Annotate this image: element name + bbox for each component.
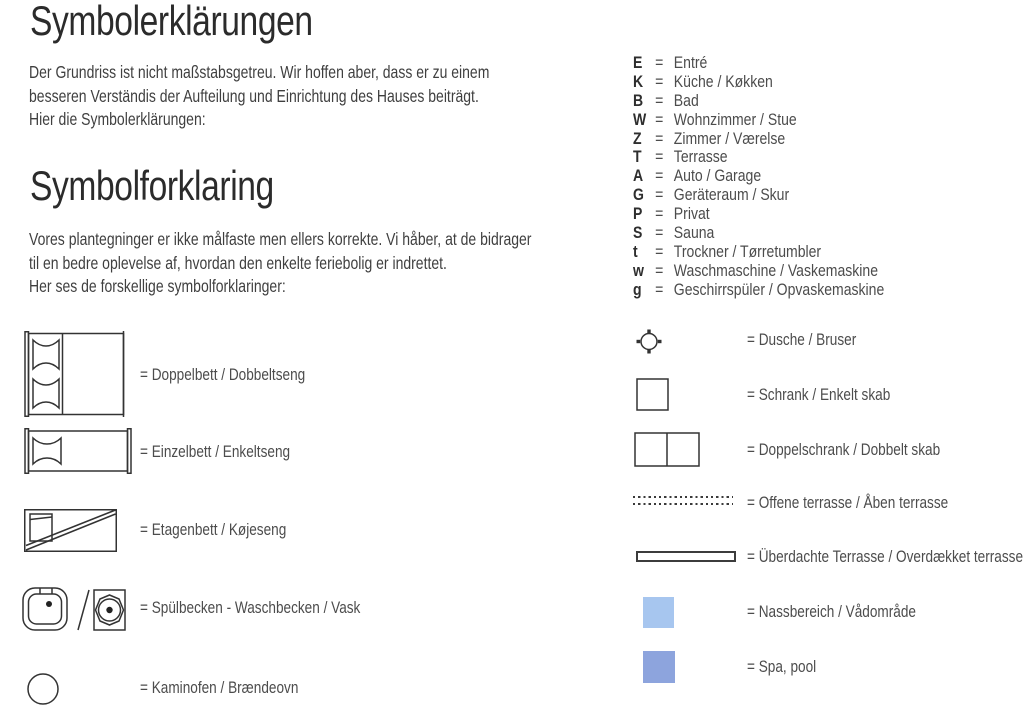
abbr-value: Geräteraum / Skur (673, 186, 790, 205)
symbol-label: = Etagenbett / Køjeseng (140, 520, 287, 539)
abbreviation-row: t = Trockner / Tørretumbler (633, 242, 822, 261)
abbr-key: A (633, 167, 644, 186)
abbr-value: Bad (673, 91, 699, 110)
symbol-label: = Doppelbett / Dobbeltseng (140, 365, 306, 384)
abbr-value: Trockner / Tørretumbler (673, 242, 822, 261)
abbr-key: T (633, 148, 642, 167)
abbr-value: Auto / Garage (673, 167, 762, 186)
single-bed-icon (24, 428, 132, 474)
intro-line: Der Grundriss ist nicht maßstabsgetreu. Wir hoffen aber, dass er zu einem (29, 62, 490, 82)
wet-area-swatch (643, 597, 674, 628)
symbol-label: = Kaminofen / Brændeovn (140, 678, 299, 697)
spa-pool-swatch (643, 651, 675, 683)
abbr-value: Küche / Køkken (673, 72, 773, 91)
intro-line: Hier die Symbolerklärungen: (29, 109, 206, 129)
abbreviation-row: T = Terrasse (633, 148, 728, 167)
abbr-key: g (633, 280, 642, 299)
wood-stove-icon (26, 672, 60, 706)
abbr-key: B (633, 91, 644, 110)
abbr-value: Entré (673, 53, 708, 72)
abbr-key: S (633, 223, 643, 242)
abbr-value: Terrasse (673, 148, 728, 167)
symbol-label: = Spülbecken - Waschbecken / Vask (140, 598, 361, 617)
abbr-value: Wohnzimmer / Stue (673, 110, 797, 129)
abbr-key: W (633, 110, 647, 129)
abbr-key: t (633, 242, 638, 261)
abbreviation-row: w = Waschmaschine / Vaskemaskine (633, 261, 879, 280)
symbol-label: = Spa, pool (747, 657, 817, 676)
page-title-danish: Symbolforklaring (30, 162, 274, 209)
symbol-label: = Schrank / Enkelt skab (747, 385, 891, 404)
abbreviation-row: Z = Zimmer / Værelse (633, 129, 786, 148)
abbr-value: Zimmer / Værelse (673, 129, 786, 148)
double-bed-icon (24, 331, 128, 417)
covered-terrace-icon (636, 551, 736, 562)
single-cabinet-icon (636, 378, 669, 411)
abbr-key: Z (633, 129, 642, 148)
double-cabinet-icon (634, 432, 700, 467)
abbr-value: Sauna (673, 223, 715, 242)
symbol-label: = Doppelschrank / Dobbelt skab (747, 440, 941, 459)
intro-line: Her ses de forskellige symbolforklaringer: (29, 276, 286, 296)
sink-washbasin-icon (22, 585, 126, 633)
abbreviation-row: P = Privat (633, 205, 710, 224)
abbr-key: K (633, 72, 644, 91)
abbr-value: Waschmaschine / Vaskemaskine (673, 261, 879, 280)
symbol-label: = Überdachte Terrasse / Overdækket terrasse (747, 547, 1024, 566)
abbreviation-row: G = Geräteraum / Skur (633, 186, 790, 205)
abbr-key: G (633, 186, 644, 205)
symbol-label: = Dusche / Bruser (747, 330, 857, 349)
abbr-key: w (633, 261, 644, 280)
abbreviation-row: W = Wohnzimmer / Stue (633, 110, 797, 129)
abbreviation-row: g = Geschirrspüler / Opvaskemaskine (633, 280, 885, 299)
intro-line: besseren Verständis der Aufteilung und Einrichtung des Hauses beiträgt. (29, 85, 479, 106)
abbr-key: E (633, 53, 643, 72)
intro-line: Vores plantegninger er ikke målfaste men ellers korrekte. Vi håber, at de bidrager (29, 229, 532, 249)
page-title-german: Symbolerklärungen (30, 0, 313, 44)
abbreviation-row: E = Entré (633, 53, 708, 72)
symbol-label: = Nassbereich / Vådområde (747, 602, 916, 621)
abbreviation-row: B = Bad (633, 91, 699, 110)
bunk-bed-icon (24, 509, 117, 552)
abbr-value: Privat (673, 205, 710, 224)
shower-icon (635, 327, 663, 355)
symbol-label: = Offene terrasse / Åben terrasse (747, 493, 949, 512)
abbreviation-row: S = Sauna (633, 223, 715, 242)
intro-text-danish (29, 228, 531, 299)
intro-line: til en bedre oplevelse af, hvordan den enkelte feriebolig er indrettet. (29, 252, 447, 273)
abbreviation-list (633, 54, 884, 300)
symbol-label: = Einzelbett / Enkeltseng (140, 442, 291, 461)
abbr-value: Geschirrspüler / Opvaskemaskine (673, 280, 885, 299)
open-terrace-icon (633, 496, 733, 506)
intro-text-german (29, 61, 489, 132)
abbreviation-row: A = Auto / Garage (633, 167, 762, 186)
abbreviation-row: K = Küche / Køkken (633, 72, 773, 91)
abbr-key: P (633, 205, 643, 224)
